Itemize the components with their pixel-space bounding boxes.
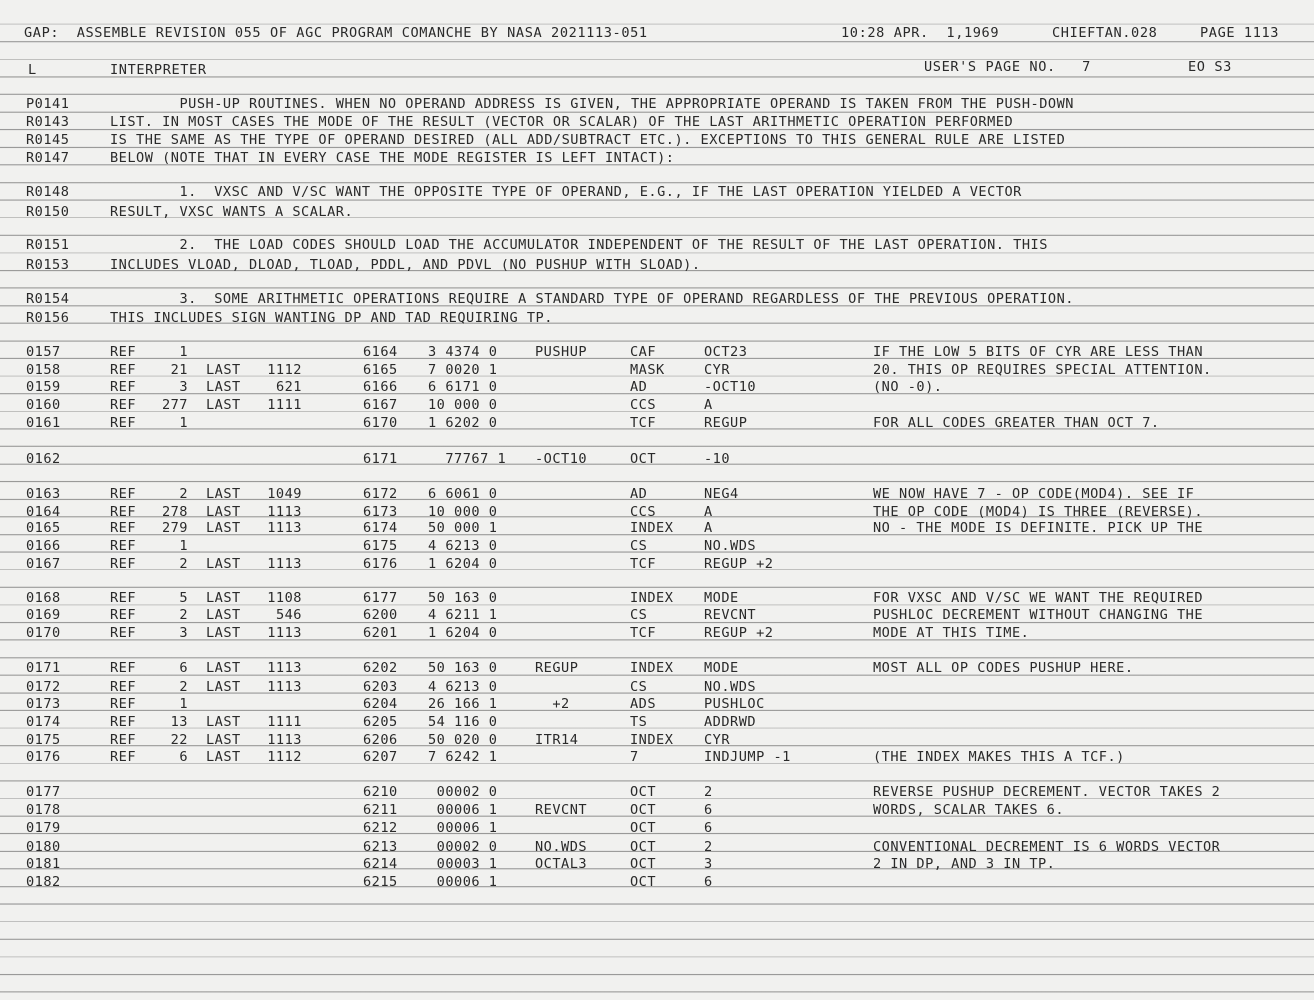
sequence-number: R0153 — [26, 257, 70, 273]
ref-label: REF — [110, 415, 137, 431]
code-line — [0, 624, 1314, 642]
last-page: 1112 — [267, 749, 302, 765]
code-line — [0, 414, 1314, 432]
ref-count: 1 — [179, 344, 188, 360]
header-user-page: USER'S PAGE NO. 7 — [924, 59, 1091, 75]
opcode: INDEX — [630, 590, 674, 606]
address: 6165 — [363, 362, 398, 378]
last-label: LAST — [206, 556, 241, 572]
ref-label: REF — [110, 625, 137, 641]
last-label: LAST — [206, 607, 241, 623]
last-label: LAST — [206, 362, 241, 378]
label-tag: PUSHUP — [535, 344, 588, 360]
code-line — [0, 695, 1314, 713]
last-page: 1111 — [267, 714, 302, 730]
code-line — [0, 678, 1314, 696]
code-line — [0, 606, 1314, 624]
sequence-number: 0162 — [26, 451, 61, 467]
opcode: INDEX — [630, 732, 674, 748]
ref-count: 13 — [170, 714, 188, 730]
opcode: CS — [630, 538, 648, 554]
address: 6214 — [363, 856, 398, 872]
sequence-number: 0160 — [26, 397, 61, 413]
operand: NO.WDS — [704, 679, 757, 695]
operand: 3 — [704, 856, 713, 872]
last-page: 1113 — [267, 660, 302, 676]
comment: (NO -0). — [873, 379, 943, 395]
operand: REGUP +2 — [704, 625, 774, 641]
address: 6167 — [363, 397, 398, 413]
label-tag: REGUP — [535, 660, 579, 676]
sequence-number: 0161 — [26, 415, 61, 431]
last-page: 1049 — [267, 486, 302, 502]
operand: 2 — [704, 839, 713, 855]
ref-count: 5 — [179, 590, 188, 606]
ref-label: REF — [110, 362, 137, 378]
comment: PUSHLOC DECREMENT WITHOUT CHANGING THE — [873, 607, 1203, 623]
address: 6213 — [363, 839, 398, 855]
operand: A — [704, 520, 713, 536]
ref-label: REF — [110, 486, 137, 502]
last-label: LAST — [206, 714, 241, 730]
octal-word: 50 000 1 — [428, 520, 498, 536]
sequence-number: 0174 — [26, 714, 61, 730]
octal-word: 00002 0 — [428, 839, 498, 855]
sequence-number: 0168 — [26, 590, 61, 606]
sequence-number: 0166 — [26, 538, 61, 554]
comment: THE OP CODE (MOD4) IS THREE (REVERSE). — [873, 504, 1203, 520]
ref-count: 277 — [161, 397, 188, 413]
operand: CYR — [704, 732, 731, 748]
last-page: 1113 — [267, 679, 302, 695]
code-line — [0, 731, 1314, 749]
operand: 6 — [704, 874, 713, 890]
opcode: OCT — [630, 839, 657, 855]
last-label: LAST — [206, 679, 241, 695]
opcode: OCT — [630, 874, 657, 890]
code-line — [0, 873, 1314, 891]
header-tape-name: CHIEFTAN.028 — [1052, 25, 1158, 41]
opcode: AD — [630, 379, 648, 395]
octal-word: 1 6204 0 — [428, 625, 498, 641]
opcode: AD — [630, 486, 648, 502]
comment: WORDS, SCALAR TAKES 6. — [873, 802, 1065, 818]
opcode: CS — [630, 679, 648, 695]
remark-text: INCLUDES VLOAD, DLOAD, TLOAD, PDDL, AND PDVL (NO PUSHUP WITH SLOAD). — [110, 257, 701, 273]
comment: CONVENTIONAL DECREMENT IS 6 WORDS VECTOR — [873, 839, 1221, 855]
octal-word: 00006 1 — [428, 874, 498, 890]
address: 6202 — [363, 660, 398, 676]
opcode: CCS — [630, 397, 657, 413]
octal-word: 50 163 0 — [428, 590, 498, 606]
code-line — [0, 485, 1314, 503]
address: 6164 — [363, 344, 398, 360]
ref-count: 2 — [179, 556, 188, 572]
sequence-number: 0181 — [26, 856, 61, 872]
ref-count: 21 — [170, 362, 188, 378]
ref-label: REF — [110, 556, 137, 572]
opcode: CS — [630, 607, 648, 623]
last-label: LAST — [206, 397, 241, 413]
last-label: LAST — [206, 732, 241, 748]
operand: NO.WDS — [704, 538, 757, 554]
last-label: LAST — [206, 379, 241, 395]
operand: REGUP — [704, 415, 748, 431]
comment: NO - THE MODE IS DEFINITE. PICK UP THE — [873, 520, 1203, 536]
opcode: TCF — [630, 415, 657, 431]
operand: PUSHLOC — [704, 696, 765, 712]
ref-label: REF — [110, 714, 137, 730]
code-line — [0, 819, 1314, 837]
label-tag: OCTAL3 — [535, 856, 588, 872]
remark-text: BELOW (NOTE THAT IN EVERY CASE THE MODE REGISTER IS LEFT INTACT): — [110, 150, 675, 166]
last-label: LAST — [206, 486, 241, 502]
code-line — [0, 537, 1314, 555]
ref-label: REF — [110, 732, 137, 748]
sequence-number: 0159 — [26, 379, 61, 395]
address: 6206 — [363, 732, 398, 748]
operand: INDJUMP -1 — [704, 749, 791, 765]
address: 6204 — [363, 696, 398, 712]
comment: 20. THIS OP REQUIRES SPECIAL ATTENTION. — [873, 362, 1212, 378]
operand: A — [704, 397, 713, 413]
code-line — [0, 450, 1314, 468]
ref-label: REF — [110, 679, 137, 695]
remark-text: 3. SOME ARITHMETIC OPERATIONS REQUIRE A STANDARD TYPE OF OPERAND REGARDLESS OF THE PREVIOUS OPERATION. — [110, 291, 1074, 307]
comment: WE NOW HAVE 7 - OP CODE(MOD4). SEE IF — [873, 486, 1195, 502]
comment: MOST ALL OP CODES PUSHUP HERE. — [873, 660, 1134, 676]
sequence-number: R0154 — [26, 291, 70, 307]
code-line — [0, 748, 1314, 766]
operand: REVCNT — [704, 607, 757, 623]
remark-line — [0, 183, 1314, 201]
last-page: 546 — [275, 607, 302, 623]
label-tag: REVCNT — [535, 802, 588, 818]
ref-label: REF — [110, 379, 137, 395]
address: 6177 — [363, 590, 398, 606]
comment: REVERSE PUSHUP DECREMENT. VECTOR TAKES 2 — [873, 784, 1221, 800]
operand: NEG4 — [704, 486, 739, 502]
label-tag: NO.WDS — [535, 839, 588, 855]
address: 6211 — [363, 802, 398, 818]
sequence-number: 0169 — [26, 607, 61, 623]
octal-word: 6 6061 0 — [428, 486, 498, 502]
remark-text: PUSH-UP ROUTINES. WHEN NO OPERAND ADDRESS IS GIVEN, THE APPROPRIATE OPERAND IS TAKEN FROM THE PUSH-DOWN — [110, 96, 1074, 112]
operand: CYR — [704, 362, 731, 378]
ref-label: REF — [110, 344, 137, 360]
octal-word: 10 000 0 — [428, 397, 498, 413]
operand: -10 — [704, 451, 731, 467]
address: 6174 — [363, 520, 398, 536]
ref-count: 3 — [179, 625, 188, 641]
opcode: CAF — [630, 344, 657, 360]
last-label: LAST — [206, 625, 241, 641]
ref-count: 278 — [161, 504, 188, 520]
last-page: 1111 — [267, 397, 302, 413]
last-page: 1108 — [267, 590, 302, 606]
last-label: LAST — [206, 660, 241, 676]
octal-word: 1 6202 0 — [428, 415, 498, 431]
octal-word: 10 000 0 — [428, 504, 498, 520]
last-page: 1112 — [267, 362, 302, 378]
last-page: 1113 — [267, 625, 302, 641]
sequence-number: R0148 — [26, 184, 70, 200]
header-assembly-line: GAP: ASSEMBLE REVISION 055 OF AGC PROGRAM COMANCHE BY NASA 2021113-051 — [24, 25, 648, 41]
operand: MODE — [704, 660, 739, 676]
address: 6175 — [363, 538, 398, 554]
last-page: 1113 — [267, 520, 302, 536]
opcode: TCF — [630, 556, 657, 572]
octal-word: 00003 1 — [428, 856, 498, 872]
operand: OCT23 — [704, 344, 748, 360]
code-line — [0, 801, 1314, 819]
opcode: TCF — [630, 625, 657, 641]
ref-count: 6 — [179, 660, 188, 676]
address: 6212 — [363, 820, 398, 836]
ref-label: REF — [110, 397, 137, 413]
last-label: LAST — [206, 504, 241, 520]
octal-word: 00002 0 — [428, 784, 498, 800]
sequence-number: 0165 — [26, 520, 61, 536]
operand: 6 — [704, 820, 713, 836]
octal-word: 4 6213 0 — [428, 538, 498, 554]
octal-word: 6 6171 0 — [428, 379, 498, 395]
remark-line — [0, 236, 1314, 254]
sequence-number: 0167 — [26, 556, 61, 572]
ref-count: 2 — [179, 486, 188, 502]
sequence-number: 0163 — [26, 486, 61, 502]
code-line — [0, 783, 1314, 801]
last-page: 1113 — [267, 732, 302, 748]
address: 6201 — [363, 625, 398, 641]
sequence-number: 0179 — [26, 820, 61, 836]
remark-text: 2. THE LOAD CODES SHOULD LOAD THE ACCUMULATOR INDEPENDENT OF THE RESULT OF THE LAST OPERATION. THIS — [110, 237, 1048, 253]
ref-label: REF — [110, 749, 137, 765]
operand: 6 — [704, 802, 713, 818]
ref-count: 22 — [170, 732, 188, 748]
code-line — [0, 838, 1314, 856]
opcode: OCT — [630, 451, 657, 467]
comment: FOR VXSC AND V/SC WE WANT THE REQUIRED — [873, 590, 1203, 606]
remark-text: IS THE SAME AS THE TYPE OF OPERAND DESIRED (ALL ADD/SUBTRACT ETC.). EXCEPTIONS TO THIS GENERAL RULE ARE LISTED — [110, 132, 1066, 148]
sequence-number: R0156 — [26, 310, 70, 326]
ref-label: REF — [110, 660, 137, 676]
sequence-number: R0145 — [26, 132, 70, 148]
address: 6205 — [363, 714, 398, 730]
ref-count: 1 — [179, 415, 188, 431]
header-eo: EO S3 — [1188, 59, 1232, 75]
label-tag: +2 — [535, 696, 570, 712]
octal-word: 50 020 0 — [428, 732, 498, 748]
octal-word: 4 6211 1 — [428, 607, 498, 623]
opcode: OCT — [630, 820, 657, 836]
ref-label: REF — [110, 590, 137, 606]
sequence-number: 0176 — [26, 749, 61, 765]
remark-line — [0, 95, 1314, 113]
octal-word: 7 6242 1 — [428, 749, 498, 765]
last-page: 1113 — [267, 556, 302, 572]
sequence-number: 0158 — [26, 362, 61, 378]
address: 6203 — [363, 679, 398, 695]
comment: MODE AT THIS TIME. — [873, 625, 1030, 641]
address: 6210 — [363, 784, 398, 800]
code-line — [0, 519, 1314, 537]
code-line — [0, 396, 1314, 414]
octal-word: 00006 1 — [428, 802, 498, 818]
opcode: INDEX — [630, 520, 674, 536]
operand: REGUP +2 — [704, 556, 774, 572]
remark-text: LIST. IN MOST CASES THE MODE OF THE RESULT (VECTOR OR SCALAR) OF THE LAST ARITHMETIC OPERATION PERFORMED — [110, 114, 1014, 130]
remark-line — [0, 309, 1314, 327]
sequence-number: 0157 — [26, 344, 61, 360]
operand: ADDRWD — [704, 714, 757, 730]
sequence-number: 0182 — [26, 874, 61, 890]
opcode: CCS — [630, 504, 657, 520]
opcode: 7 — [630, 749, 639, 765]
octal-word: 77767 1 — [428, 451, 507, 467]
octal-word: 1 6204 0 — [428, 556, 498, 572]
address: 6171 — [363, 451, 398, 467]
header-section-name: INTERPRETER — [110, 62, 207, 78]
octal-word: 50 163 0 — [428, 660, 498, 676]
sequence-number: 0164 — [26, 504, 61, 520]
sequence-number: 0178 — [26, 802, 61, 818]
remark-text: 1. VXSC AND V/SC WANT THE OPPOSITE TYPE OF OPERAND, E.G., IF THE LAST OPERATION YIELDED A VECTOR — [110, 184, 1022, 200]
sequence-number: 0171 — [26, 660, 61, 676]
sequence-number: 0170 — [26, 625, 61, 641]
ref-label: REF — [110, 538, 137, 554]
octal-word: 7 0020 1 — [428, 362, 498, 378]
opcode: TS — [630, 714, 648, 730]
operand: -OCT10 — [704, 379, 757, 395]
sequence-number: 0172 — [26, 679, 61, 695]
last-page: 1113 — [267, 504, 302, 520]
octal-word: 26 166 1 — [428, 696, 498, 712]
operand: MODE — [704, 590, 739, 606]
remark-line — [0, 113, 1314, 131]
code-line — [0, 343, 1314, 361]
code-line — [0, 378, 1314, 396]
ref-label: REF — [110, 607, 137, 623]
ref-count: 2 — [179, 679, 188, 695]
sequence-number: 0180 — [26, 839, 61, 855]
address: 6176 — [363, 556, 398, 572]
address: 6172 — [363, 486, 398, 502]
address: 6215 — [363, 874, 398, 890]
sequence-number: R0147 — [26, 150, 70, 166]
code-line — [0, 555, 1314, 573]
sequence-number: 0177 — [26, 784, 61, 800]
comment: 2 IN DP, AND 3 IN TP. — [873, 856, 1056, 872]
octal-word: 3 4374 0 — [428, 344, 498, 360]
remark-line — [0, 203, 1314, 221]
ref-count: 3 — [179, 379, 188, 395]
sequence-number: R0151 — [26, 237, 70, 253]
last-page: 621 — [275, 379, 302, 395]
address: 6200 — [363, 607, 398, 623]
ref-label: REF — [110, 696, 137, 712]
ref-label: REF — [110, 520, 137, 536]
header-page-number: PAGE 1113 — [1200, 25, 1280, 41]
sequence-number: 0175 — [26, 732, 61, 748]
remark-text: THIS INCLUDES SIGN WANTING DP AND TAD REQUIRING TP. — [110, 310, 553, 326]
sequence-number: P0141 — [26, 96, 70, 112]
sequence-number: R0143 — [26, 114, 70, 130]
octal-word: 4 6213 0 — [428, 679, 498, 695]
comment: IF THE LOW 5 BITS OF CYR ARE LESS THAN — [873, 344, 1203, 360]
opcode: MASK — [630, 362, 665, 378]
opcode: OCT — [630, 784, 657, 800]
address: 6170 — [363, 415, 398, 431]
last-label: LAST — [206, 520, 241, 536]
ref-count: 279 — [161, 520, 188, 536]
ref-count: 1 — [179, 538, 188, 554]
octal-word: 54 116 0 — [428, 714, 498, 730]
label-tag: ITR14 — [535, 732, 579, 748]
sequence-number: 0173 — [26, 696, 61, 712]
header-timestamp: 10:28 APR. 1,1969 — [841, 25, 1000, 41]
address: 6173 — [363, 504, 398, 520]
remark-line — [0, 131, 1314, 149]
opcode: INDEX — [630, 660, 674, 676]
opcode: ADS — [630, 696, 657, 712]
code-line — [0, 589, 1314, 607]
operand: 2 — [704, 784, 713, 800]
ref-count: 2 — [179, 607, 188, 623]
label-tag: -OCT10 — [535, 451, 588, 467]
code-line — [0, 855, 1314, 873]
last-label: LAST — [206, 590, 241, 606]
ref-count: 6 — [179, 749, 188, 765]
opcode: OCT — [630, 856, 657, 872]
remark-line — [0, 290, 1314, 308]
sequence-number: R0150 — [26, 204, 70, 220]
code-line — [0, 361, 1314, 379]
ref-count: 1 — [179, 696, 188, 712]
last-label: LAST — [206, 749, 241, 765]
comment: (THE INDEX MAKES THIS A TCF.) — [873, 749, 1125, 765]
operand: A — [704, 504, 713, 520]
octal-word: 00006 1 — [428, 820, 498, 836]
code-line — [0, 659, 1314, 677]
header-left-mark: L — [28, 62, 37, 78]
address: 6166 — [363, 379, 398, 395]
remark-line — [0, 256, 1314, 274]
opcode: OCT — [630, 802, 657, 818]
address: 6207 — [363, 749, 398, 765]
ref-label: REF — [110, 504, 137, 520]
remark-text: RESULT, VXSC WANTS A SCALAR. — [110, 204, 354, 220]
remark-line — [0, 149, 1314, 167]
code-line — [0, 713, 1314, 731]
comment: FOR ALL CODES GREATER THAN OCT 7. — [873, 415, 1160, 431]
